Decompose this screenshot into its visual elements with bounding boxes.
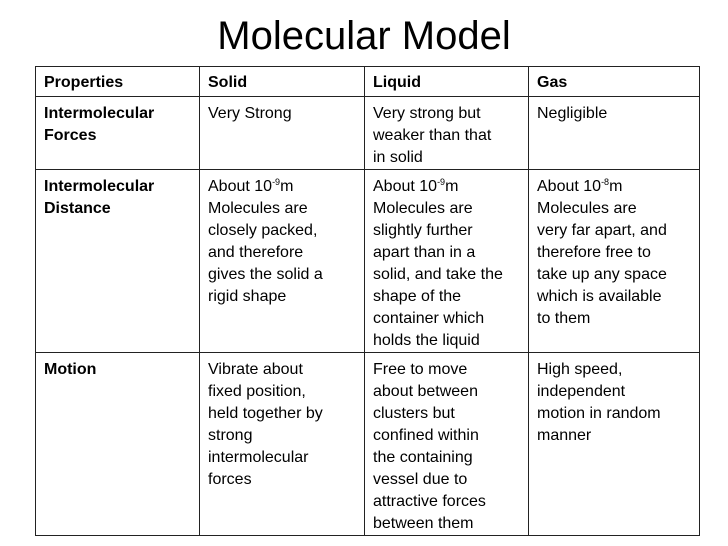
cell-line: the containing	[373, 449, 473, 466]
cell-line: take up any space	[537, 266, 667, 283]
distance-exponent: -9	[272, 177, 281, 187]
distance-unit: m	[280, 178, 294, 195]
distance-prefix: About 10	[537, 178, 602, 195]
property-line: Forces	[44, 127, 97, 144]
cell-line: clusters but	[373, 405, 455, 422]
liquid-distance-cell	[365, 170, 529, 353]
header-gas: Gas	[529, 67, 700, 97]
header-liquid: Liquid	[365, 67, 529, 97]
table-row	[36, 353, 700, 536]
cell-line: therefore free to	[537, 244, 651, 261]
cell-line: Very strong but	[373, 105, 481, 122]
cell-line: Molecules are	[208, 200, 308, 217]
solid-distance-cell	[200, 170, 365, 353]
cell-line: holds the liquid	[373, 332, 480, 349]
cell-line: closely packed,	[208, 222, 318, 239]
cell-line: about between	[373, 383, 478, 400]
cell-line: rigid shape	[208, 288, 287, 305]
liquid-motion-cell	[365, 353, 529, 536]
cell-line: between them	[373, 515, 474, 532]
cell-line: vessel due to	[373, 471, 468, 488]
cell-line: High speed,	[537, 361, 623, 378]
cell-line: container which	[373, 310, 485, 327]
cell-line: shape of the	[373, 288, 462, 305]
distance-unit: m	[445, 178, 459, 195]
header-properties: Properties	[36, 67, 200, 97]
property-cell-distance	[36, 170, 200, 353]
header-solid: Solid	[200, 67, 365, 97]
table-row	[36, 170, 700, 353]
gas-motion-cell	[529, 353, 700, 536]
cell-line: apart than in a	[373, 244, 476, 261]
cell-line: slightly further	[373, 222, 473, 239]
cell-line: motion in random	[537, 405, 661, 422]
cell-line: forces	[208, 471, 252, 488]
cell-line: Molecules are	[373, 200, 473, 217]
cell-line: very far apart, and	[537, 222, 667, 239]
cell-line: in solid	[373, 149, 423, 166]
solid-forces-cell: Very Strong	[200, 97, 365, 170]
cell-line: fixed position,	[208, 383, 306, 400]
cell-line: attractive forces	[373, 493, 486, 510]
distance-unit: m	[609, 178, 623, 195]
distance-exponent: -9	[437, 177, 446, 187]
cell-line: solid, and take the	[373, 266, 503, 283]
property-line: Intermolecular	[44, 178, 155, 195]
distance-exponent: -8	[601, 177, 610, 187]
cell-line: Free to move	[373, 361, 468, 378]
gas-forces-cell: Negligible	[529, 97, 700, 170]
page-title: Molecular Model	[217, 14, 511, 58]
cell-line: manner	[537, 427, 592, 444]
cell-line: confined within	[373, 427, 479, 444]
table-row	[36, 97, 700, 170]
cell-line: Molecules are	[537, 200, 637, 217]
cell-line: independent	[537, 383, 626, 400]
property-line: Distance	[44, 200, 111, 217]
cell-line: strong	[208, 427, 253, 444]
distance-prefix: About 10	[208, 178, 273, 195]
cell-line: Vibrate about	[208, 361, 303, 378]
solid-motion-cell	[200, 353, 365, 536]
cell-line: which is available	[537, 288, 662, 305]
property-line: Motion	[44, 361, 97, 378]
liquid-forces-cell	[365, 97, 529, 170]
gas-distance-cell	[529, 170, 700, 353]
property-cell-motion	[36, 353, 200, 536]
property-line: Intermolecular	[44, 105, 155, 122]
table-header-row	[36, 67, 700, 97]
cell-line: to them	[537, 310, 591, 327]
molecular-model-table	[35, 66, 700, 536]
property-cell-forces	[36, 97, 200, 170]
cell-line: held together by	[208, 405, 323, 422]
cell-line: intermolecular	[208, 449, 309, 466]
distance-prefix: About 10	[373, 178, 438, 195]
cell-line: gives the solid a	[208, 266, 323, 283]
cell-line: weaker than that	[373, 127, 492, 144]
cell-line: and therefore	[208, 244, 304, 261]
